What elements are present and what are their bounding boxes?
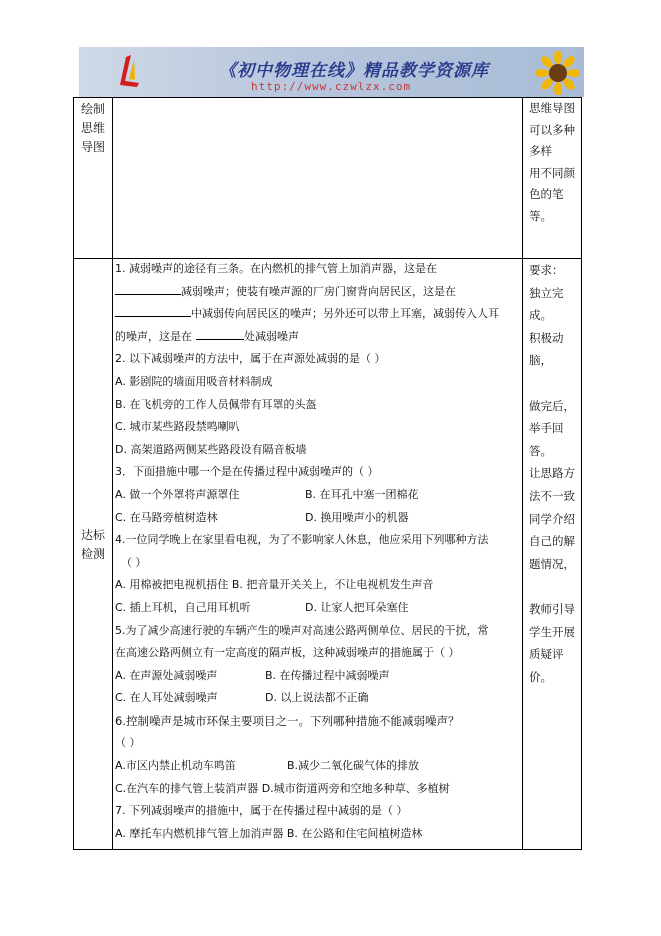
column-divider [522, 98, 523, 849]
option: A. 摩托车内燃机排气管上加消声器 B. 在公路和住宅间植树造林 [115, 826, 423, 840]
option: D. 高架道路两侧某些路段设有隔音板墙 [115, 442, 307, 456]
banner-url[interactable]: http://www.czwlzx.com [251, 80, 412, 93]
option: D.城市街道两旁和空地多种草、多植树 [261, 781, 450, 795]
option: C.在汽车的排气管上装消声器 [115, 781, 259, 795]
header-banner [79, 47, 584, 97]
option: B. 在传播过程中减弱噪声 [265, 668, 390, 682]
option: D. 换用噪声小的机器 [305, 510, 409, 524]
option: B. 在飞机旁的工作人员佩带有耳罩的头盔 [115, 397, 317, 411]
question-2: 2. 以下减弱噪声的方法中，属于在声源处减弱的是（ ） [115, 352, 386, 366]
question-3: 3．下面措施中哪一个是在传播过程中减弱噪声的（ ） [115, 465, 379, 479]
option: D. 以上说法都不正确 [265, 691, 369, 705]
question-4: 4.一位同学晚上在家里看电视，为了不影响家人休息，他应采用下列哪种方法 [115, 533, 489, 547]
option: A. 用棉被把电视机捂住 B. 把音量开关关上，不让电视机发生声音 [115, 578, 434, 592]
option: A. 做一个外罩将声源罩住 [115, 487, 240, 501]
option: C. 插上耳机，自己用耳机听 [115, 600, 251, 614]
sunflower-icon [536, 51, 580, 95]
question-7: 7. 下列减弱噪声的措施中，属于在传播过程中减弱的是（ ） [115, 804, 408, 818]
row-label-check: 达标 检测 [80, 528, 105, 561]
option: C. 在马路旁植树造林 [115, 510, 218, 524]
option: B.减少二氧化碳气体的排放 [287, 759, 420, 773]
option: A.市区内禁止机动车鸣笛 [115, 759, 236, 773]
column-divider [112, 98, 113, 849]
logo-icon [117, 53, 143, 89]
quiz-content: 1. 减弱噪声的途径有三条。在内燃机的排气管上加消声器，这是在 减弱噪声；使装有噪声源的厂房门窗背向居民区，这是在 中减弱传向居民区的噪声；另外还可以带上耳塞，减弱传入人耳 的噪声，这是在 处减弱噪声 2. 以下减弱噪声的方法中，属于在声源处减弱的是（ ） A. 影剧院的墙面用吸音材料制成 B. 在飞机旁的工作人员佩带有耳罩的头盔 C. 城市某些路段禁鸣喇叭 D. 高架道路两侧某些路段设有隔音板墙 3．下面措施中哪一个是在传播过程中减弱噪声的（ ） A. 做一个外罩将声源罩住 B. 在耳孔中塞一团棉花 C. 在马路旁植树造林 D. 换用噪声小的机器 4.一位同学晚上在家里看电视，为了不影响家人休息，他应采用下列哪种方法 （ ） A. 用棉被把电视机捂住 B. 把音量开关关上，不让电视机发生声音 C. 插上耳机，自己用耳机听 D. 让家人把耳朵塞住 5.为了减少高速行驶的车辆产生的噪声对高速公路两侧单位、居民的干扰，常 在高速公路两侧立有一定高度的隔声板，这种减弱噪声的措施属于（ ） A. 在声源处减弱噪声 B. 在传播过程中减弱噪声 C. 在人耳处减弱噪声 D. 以上说法都不正确 6.控制噪声是城市环保主要项目之一。下列哪种措施不能减弱噪声？ （ ） A.市区内禁止机动车鸣笛 B.减少二氧化碳气体的排放 C.在汽车的排气管上装消声器 D.城市街道两旁和空地多种草、多植树 7. 下列减弱噪声的措施中，属于在传播过程中减弱的是（ ） A. 摩托车内燃机排气管上加消声器 B. 在公路和住宅间植树造林 [115, 258, 521, 845]
question-1: 1. 减弱噪声的途径有三条。在内燃机的排气管上加消声器，这是在 [115, 262, 437, 275]
answer-blank[interactable] [196, 327, 244, 340]
side-note-check: 要求： 独立完成。 积极动脑， 做完后， 举手回答。 让思路方 法不一致 同学介绍 自己的解 题情况， 教师引导 学生开展 质疑评价。 [529, 263, 575, 684]
question-5: 5.为了减少高速行驶的车辆产生的噪声对高速公路两侧单位、居民的干扰，常 [115, 623, 489, 637]
option: B. 在耳孔中塞一团棉花 [305, 487, 419, 501]
side-note-mindmap: 思维导图 可以多种 多样 用不同颜 色的笔等。 [529, 101, 575, 223]
option: D. 让家人把耳朵塞住 [305, 600, 409, 614]
answer-blank[interactable] [115, 304, 191, 317]
row-label-mindmap: 绘制 思维 导图 [80, 102, 105, 154]
option: C. 在人耳处减弱噪声 [115, 691, 218, 705]
option: A. 在声源处减弱噪声 [115, 668, 218, 682]
option: A. 影剧院的墙面用吸音材料制成 [115, 374, 273, 388]
banner-title: 《初中物理在线》精品教学资源库 [219, 61, 489, 81]
option: C. 城市某些路段禁鸣喇叭 [115, 420, 240, 434]
question-6: 6.控制噪声是城市环保主要项目之一。下列哪种措施不能减弱噪声？ [115, 713, 460, 728]
lesson-table [73, 97, 582, 850]
answer-blank[interactable] [115, 282, 181, 295]
